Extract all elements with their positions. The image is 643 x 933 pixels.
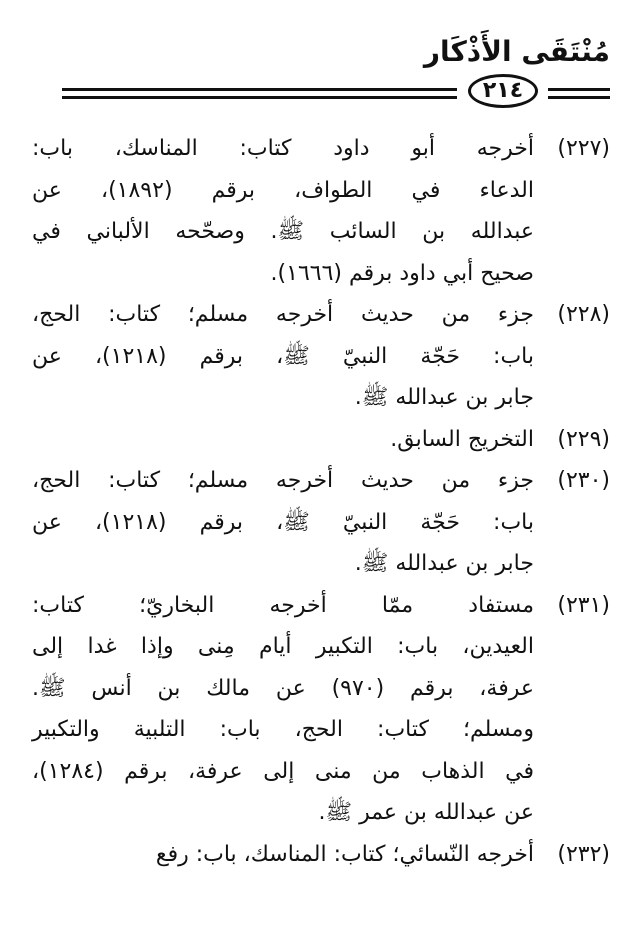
footnote-text: [32, 419, 534, 461]
footnote-line: مستفاد ممّا أخرجه البخاريّ؛ كتاب:: [32, 592, 534, 618]
footnote-text: [32, 294, 534, 419]
page-number-badge: [468, 74, 538, 108]
footnote-number: (٢٣٠): [557, 468, 610, 493]
footnote-item: [32, 460, 610, 585]
page-header: [62, 30, 610, 110]
footnote-line: عرفة، برقم (٩٧٠) عن مالك بن أنس ﷺ.: [32, 675, 534, 701]
footnote-item: [32, 585, 610, 834]
footnote-line: جزء من حديث أخرجه مسلم؛ كتاب: الحج،: [32, 468, 534, 493]
footnote-line: العيدين، باب: التكبير أيام مِنى وإذا غدا إلى: [32, 634, 534, 659]
footnote-line: أخرجه أبو داود كتاب: المناسك، باب:: [32, 136, 534, 161]
footnote-line: عن عبدالله بن عمر ﷺ.: [318, 800, 534, 825]
footnote-line: أخرجه النّسائي؛ كتاب: المناسك، باب: رفع: [155, 841, 534, 867]
footnote-number: (٢٣٢): [557, 841, 610, 867]
footnote-number: (٢٢٧): [557, 136, 610, 161]
footnote-item: [32, 834, 610, 876]
footnote-line: جابر بن عبدالله ﷺ.: [354, 385, 534, 410]
header-rule-bottom-left: [62, 96, 457, 99]
footnote-line: ومسلم؛ كتاب: الحج، باب: التلبية والتكبير: [32, 717, 534, 742]
header-rule-top-left: [62, 88, 457, 91]
footnotes-list: [32, 128, 610, 875]
footnote-line: باب: حَجّة النبيّ ﷺ، برقم (١٢١٨)، عن: [32, 509, 534, 535]
footnote-line: جزء من حديث أخرجه مسلم؛ كتاب: الحج،: [32, 302, 534, 327]
footnote-number: (٢٢٩): [557, 426, 610, 452]
footnote-number: (٢٢٨): [557, 302, 610, 327]
footnote-item: [32, 419, 610, 461]
footnote-item: [32, 128, 610, 294]
footnote-text: [32, 834, 534, 876]
footnote-line: جابر بن عبدالله ﷺ.: [354, 551, 534, 576]
footnote-line: عبدالله بن السائب ﷺ. وصحّحه الألباني في: [32, 219, 534, 244]
page-number: ٢١٤: [482, 78, 524, 103]
footnote-text: [32, 460, 534, 585]
book-title: مُنْتَقَى الأَذْكَار: [423, 35, 610, 68]
footnote-line: صحيح أبي داود برقم (١٦٦٦).: [270, 260, 534, 286]
header-rule-top-right: [548, 88, 610, 91]
footnote-line: الدعاء في الطواف، برقم (١٨٩٢)، عن: [32, 177, 534, 203]
footnote-item: [32, 294, 610, 419]
footnote-text: [32, 585, 534, 834]
header-rule-bottom-right: [548, 96, 610, 99]
footnote-number: (٢٣١): [557, 592, 610, 618]
footnote-line: في الذهاب من منى إلى عرفة، برقم (١٢٨٤)،: [32, 758, 534, 784]
footnote-line: باب: حَجّة النبيّ ﷺ، برقم (١٢١٨)، عن: [32, 343, 534, 369]
footnote-line: التخريج السابق.: [390, 426, 534, 452]
footnote-text: [32, 128, 534, 294]
